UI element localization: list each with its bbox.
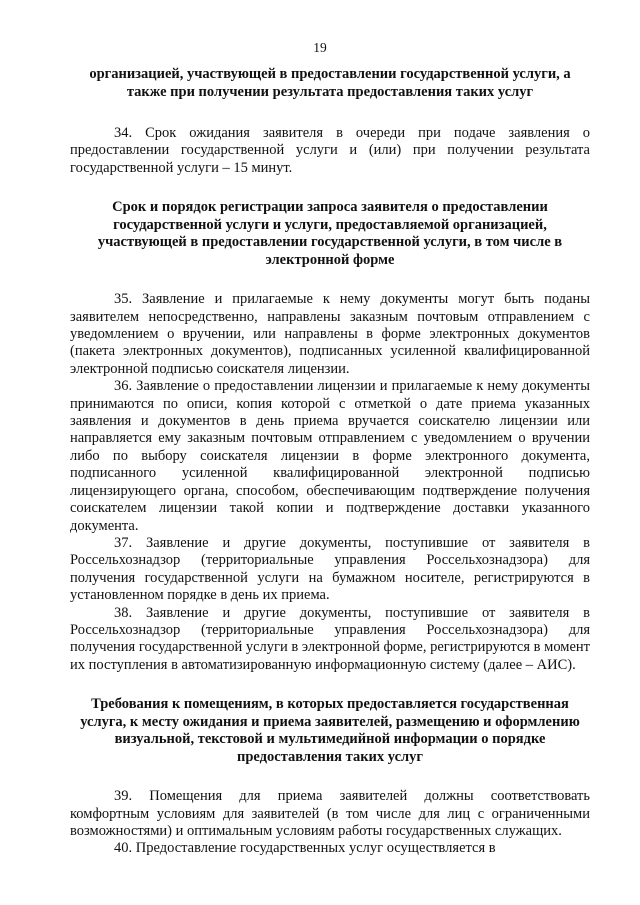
section-heading-continued: организацией, участвующей в предоставлении государственной услуги, а также при получении результата предоставления таких услуг [89, 66, 571, 100]
page-content [70, 66, 590, 858]
paragraph-34: 34. Срок ожидания заявителя в очереди при подаче заявления о предоставлении государственной услуги и (или) при получении результата государственной услуги – 15 минут. [70, 125, 590, 176]
paragraph-40: 40. Предоставление государственных услуг осуществляется в [114, 840, 496, 857]
paragraph-37: 37. Заявление и другие документы, поступившие от заявителя в Россельхознадзор (территориальные управления Россельхознадзора) для получения государственной услуги на бумажном носителе, регистрируются в установленном порядке в день их приема. [70, 534, 590, 604]
section-heading-premises: Требования к помещениям, в которых предоставляется государственная услуга, к месту ожидания и приема заявителей, размещению и оформлению визуальной, текстовой и мультимедийной информации о порядке предоставления таких услуг [80, 696, 580, 765]
paragraph-35: 35. Заявление и прилагаемые к нему документы могут быть поданы заявителем непосредственно, направлены заказным почтовым отправлением с уведомлением о вручении, или направлены в форме электронных документов (пакета электронных документов), подписанных усиленной квалифицированной электронной подписью соискателя лицензии. [70, 291, 590, 377]
page-number: 19 [313, 40, 327, 55]
paragraph-38: 38. Заявление и другие документы, поступившие от заявителя в Россельхознадзор (территориальные управления Россельхознадзора) для получения государственной услуги в электронной форме, регистрируются в момент их поступления в автоматизированную информационную систему (далее – АИС). [70, 604, 590, 673]
paragraph-39: 39. Помещения для приема заявителей должны соответствовать комфортным условиям для заявителей (в том числе для лиц с ограниченными возможностями) и оптимальным условиям работы государственных служащих. [70, 788, 590, 839]
section-heading-registration: Срок и порядок регистрации запроса заявителя о предоставлении государственной услуги и услуги, предоставляемой организацией, участвующей в предоставлении государственной услуги, в том числе в электронной форме [97, 199, 563, 268]
paragraph-36: 36. Заявление о предоставлении лицензии и прилагаемые к нему документы принимаются по описи, копия которой с отметкой о дате приема указанных заявления и документов в день приема вручается соискателю лицензии или направляется ему заказным почтовым отправлением с уведомлением о вручении либо по выбору соискателя лицензии в форме электронного документа, подписанного усиленной квалифицированной электронной подписью лицензирующего органа, способом, обеспечивающим подтверждение получения соискателем лицензии такой копии и подтверждение доставки указанного документа. [70, 378, 590, 534]
